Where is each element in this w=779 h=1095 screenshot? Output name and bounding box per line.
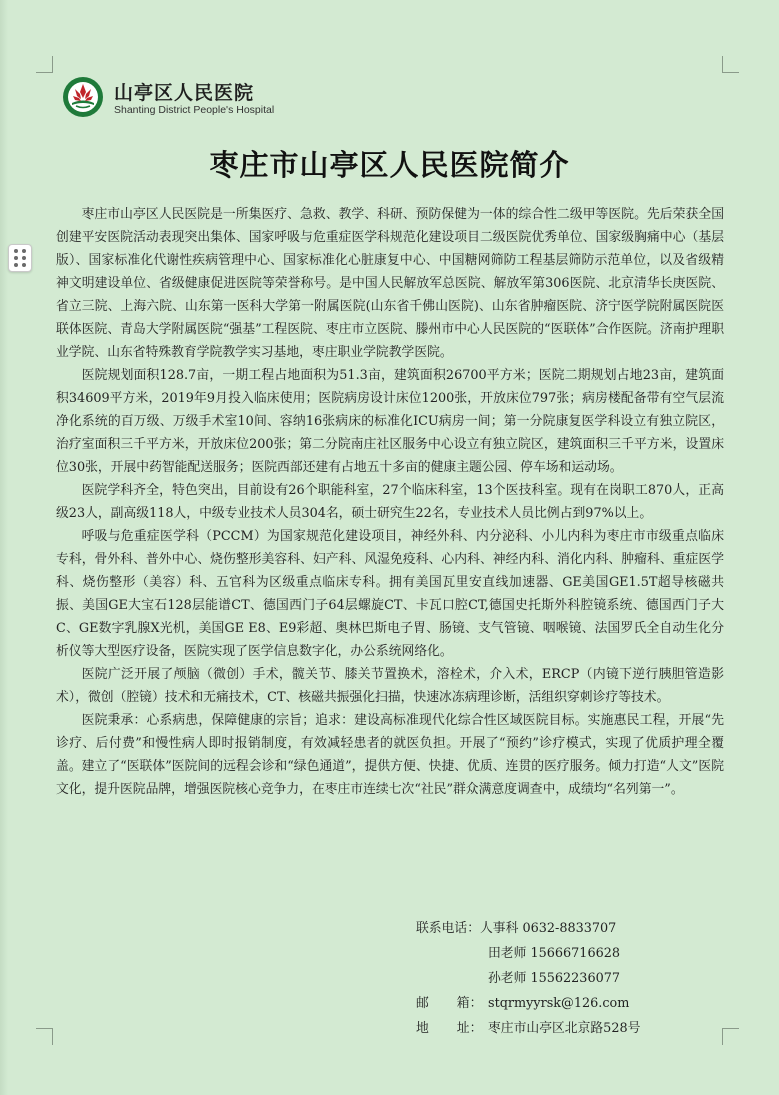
- phone-label: 联系电话：: [416, 921, 480, 936]
- corner-crop-mark-top-right: [722, 56, 739, 73]
- drag-dot: [14, 256, 18, 260]
- address-label: [416, 1016, 488, 1041]
- address-label-char-2: 址：: [456, 1021, 483, 1036]
- contact-phone-tian-row: [416, 941, 640, 966]
- corner-crop-mark-bottom-left: [36, 1028, 53, 1045]
- drag-dot: [22, 249, 26, 253]
- corner-crop-mark-top-left: [36, 56, 53, 73]
- address-value: 枣庄市山亭区北京路528号: [488, 1021, 641, 1036]
- drag-handle-icon[interactable]: [8, 244, 32, 272]
- drag-dot: [22, 256, 26, 260]
- document-title: 枣庄市山亭区人民医院简介: [209, 148, 570, 182]
- email-label-char-1: 邮: [416, 996, 429, 1011]
- paragraph-specialties-equipment: 呼吸与危重症医学科（PCCM）为国家规范化建设项目，神经外科、内分泌科、小儿内科为枣庄市市级重点临床专科，骨外科、普外中心、烧伤整形美容科、妇产科、风湿免疫科、心内科、神经内科、消化内科、肿瘤科、重症医学科、烧伤整形（美容）科、五官科为区级重点临床专科。拥有美国瓦里安直线加速器、GE美国GE1.5T超导核磁共振、美国GE大宝石128层能谱CT、德国西门子64层螺旋CT、卡瓦口腔CT,德国史托斯外科腔镜系统、德国西门子大C、GE数字乳腺X光机，美国GE E8、E9彩超、奥林巴斯电子胃、肠镜、支气管镜、咽喉镜、法国罗氏全自动生化分析仪等大型医疗设备，医院实现了医学信息数字化，办公系统网络化。: [56, 529, 724, 659]
- paragraph-departments: 医院学科齐全，特色突出，目前设有26个职能科室，27个临床科室，13个医技科室。现有在岗职工870人，正高级23人，副高级118人，中级专业技术人员304名，硕士研究生22名，专业技术人员比例占到97%以上。: [56, 483, 724, 521]
- document-body: [56, 203, 724, 801]
- hospital-logo-icon: [62, 76, 104, 118]
- hospital-name-english: Shanting District People's Hospital: [114, 104, 275, 116]
- phone-sun: 孙老师 15562236077: [488, 971, 621, 986]
- address-label-char-1: 地: [416, 1021, 429, 1036]
- paragraph-mission: 医院秉承：心系病患，保障健康的宗旨；追求：建设高标准现代化综合性区域医院目标。实施惠民工程，开展“先诊疗、后付费”和慢性病人即时报销制度，有效减轻患者的就医负担。开展了“预约”诊疗模式，实现了优质护理全覆盖。建立了“医联体”医院间的远程会诊和“绿色通道”，提供方便、快捷、优质、连贯的医疗服务。倾力打造“人文”医院文化，提升医院品牌，增强医院核心竞争力，在枣庄市连续七次“社民”群众满意度调查中，成绩均“名列第一”。: [56, 713, 724, 797]
- contact-address-row: [416, 1016, 640, 1041]
- email-label-char-2: 箱：: [456, 996, 483, 1011]
- drag-dot: [14, 249, 18, 253]
- paragraph-procedures: 医院广泛开展了颅脑（微创）手术，髋关节、膝关节置换术，溶栓术，介入术，ERCP（内镜下逆行胰胆管造影术），微创（腔镜）技术和无痛技术，CT、核磁共振强化扫描，快速冰冻病理诊断，活组织穿刺诊疗等技术。: [56, 667, 724, 705]
- drag-dot: [14, 263, 18, 267]
- corner-crop-mark-bottom-right: [722, 1028, 739, 1045]
- email-label: [416, 991, 488, 1016]
- email-value[interactable]: stqrmyyrsk@126.com: [488, 996, 630, 1011]
- contact-phone-row: [416, 916, 640, 941]
- phone-tian: 田老师 15666716628: [488, 946, 621, 961]
- contact-block: [416, 916, 640, 1041]
- contact-phone-sun-row: [416, 966, 640, 991]
- contact-email-row: [416, 991, 640, 1016]
- drag-dot: [22, 263, 26, 267]
- paragraph-facilities: 医院规划面积128.7亩，一期工程占地面积为51.3亩，建筑面积26700平方米；医院二期规划占地23亩，建筑面积34609平方米，2019年9月投入临床使用；医院病房设计床位1200张，开放床位797张；病房楼配备带有空气层流净化系统的百万级、万级手术室10间、容纳16张病床的标准化ICU病房一间；第一分院康复医学科设立有独立院区，治疗室面积三千平方米，开放床位200张；第二分院南庄社区服务中心设立有独立院区，建筑面积三千平方米，设置床位30张，开展中药智能配送服务；医院西部还建有占地五十多亩的健康主题公园、停车场和运动场。: [56, 368, 724, 475]
- phone-hr: 人事科 0632-8833707: [479, 921, 617, 936]
- paragraph-intro: 枣庄市山亭区人民医院是一所集医疗、急救、教学、科研、预防保健为一体的综合性二级甲等医院。先后荣获全国创建平安医院活动表现突出集体、国家呼吸与危重症医学科规范化建设项目二级医院优秀单位、国家级胸痛中心（基层版）、国家标准化代谢性疾病管理中心、国家标准化心脏康复中心、中国糖网筛防工程基层筛防示范单位，以及省级精神文明建设单位、省级健康促进医院等荣誉称号。是中国人民解放军总医院、解放军第306医院、北京清华长庚医院、省立三院、上海六院、山东第一医科大学第一附属医院(山东省千佛山医院)、山东省肿瘤医院、济宁医学院附属医院医联体医院、青岛大学附属医院“强基”工程医院、枣庄市立医院、滕州市中心人民医院的“医联体”合作医院。济南护理职业学院、山东省特殊教育学院教学实习基地，枣庄职业学院教学医院。: [56, 207, 724, 360]
- hospital-name-chinese: 山亭区人民医院: [114, 82, 255, 104]
